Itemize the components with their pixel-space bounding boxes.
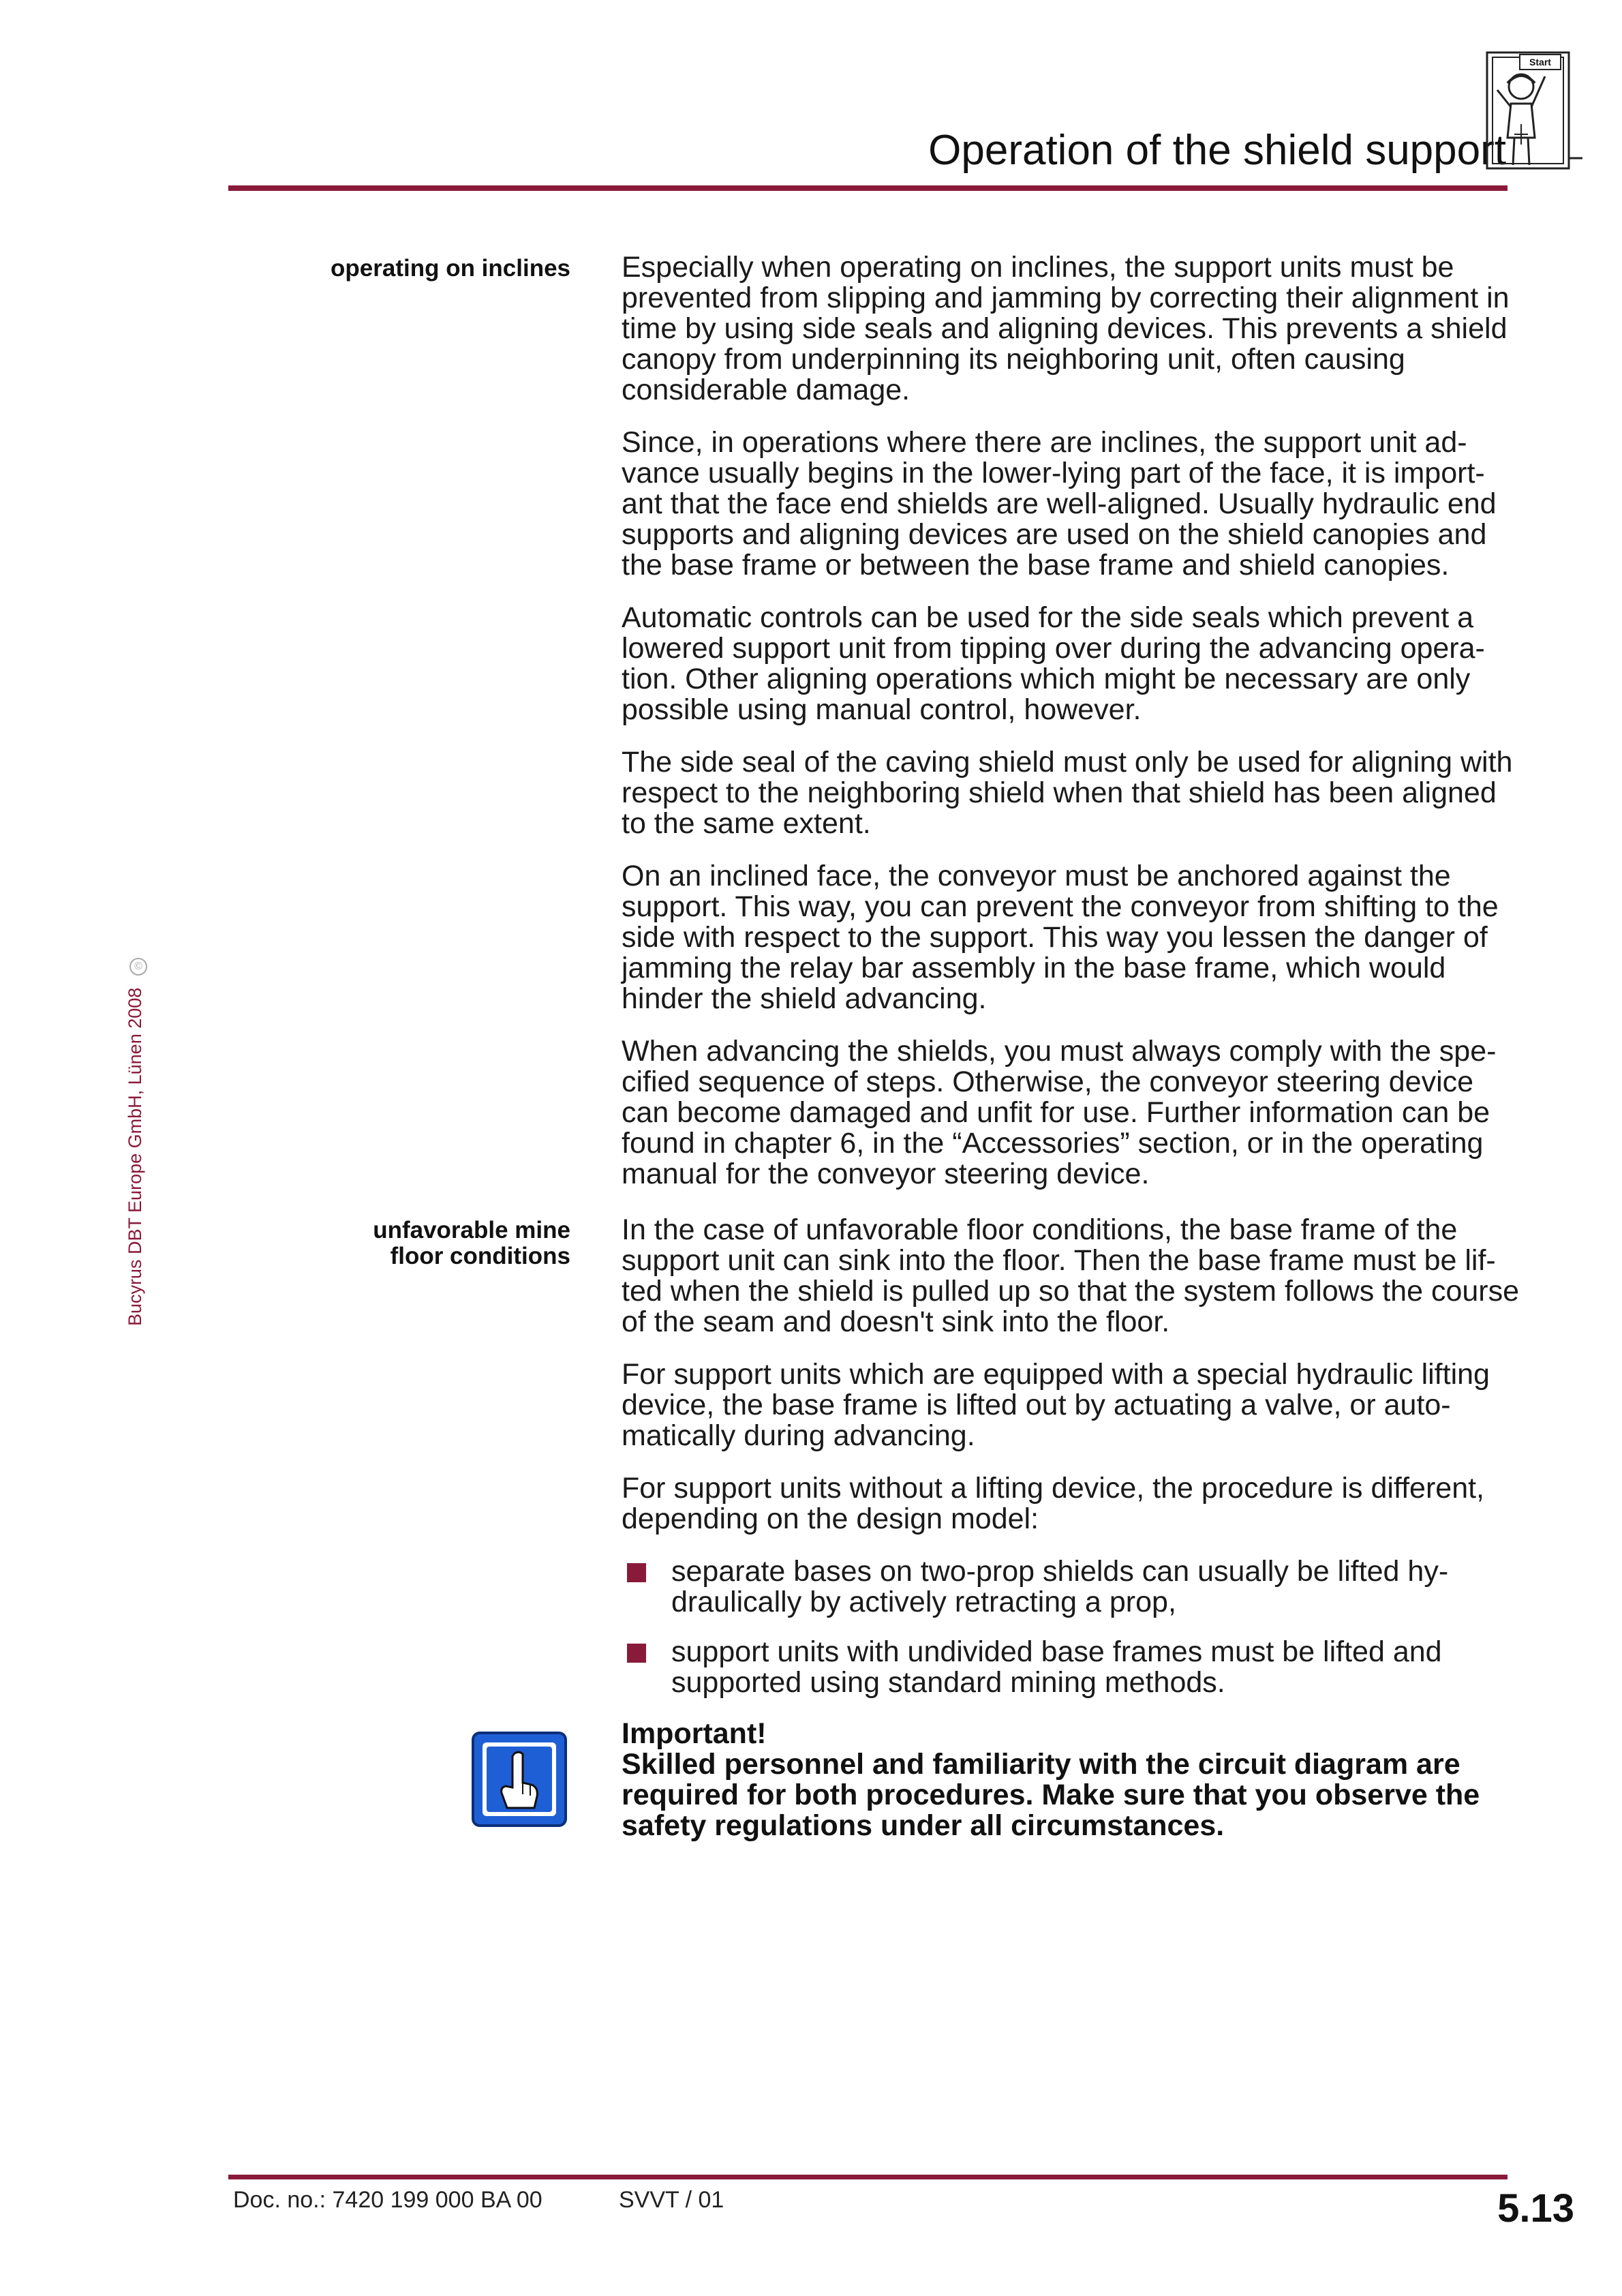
important-heading: Important! <box>622 1717 767 1750</box>
section-label-line: floor conditions <box>390 1243 570 1269</box>
section-body-floor-conditions <box>622 1215 1521 1717</box>
header-rule <box>228 185 1508 191</box>
icon-start-label: Start <box>1529 57 1551 67</box>
important-text: Skilled personnel and familiarity with the circuit diagram are required for both procedures. Make sure that you observe the safety regulations under all circumstances. <box>622 1748 1480 1842</box>
copyright-notice <box>125 958 147 1326</box>
page-title: Operation of the shield support <box>928 127 1506 174</box>
paragraph: For support units which are equipped with a special hydraulic lifting device, the base frame is lifted out by actuating a valve, or auto-matically during advancing. <box>622 1358 1490 1452</box>
copyright-text: Bucyrus DBT Europe GmbH, Lünen 2008 <box>125 987 145 1326</box>
document-number: Doc. no.: 7420 199 000 BA 00 <box>233 2187 542 2213</box>
bullet-square-icon <box>627 1644 646 1663</box>
page-number: 5.13 <box>1497 2186 1574 2231</box>
paragraph: Especially when operating on inclines, the support units must be prevented from slipping and jamming by correcting their alignment in time by using side seals and aligning devices. This prevents a shield canopy from underpinning its neighboring unit, often causing considerable damage. <box>622 251 1510 406</box>
bullet-item <box>622 1637 1521 1698</box>
paragraph: When advancing the shields, you must always comply with the spe-cified sequence of steps. Otherwise, the conveyor steering device can become damaged and unfit for use. Further information can be found in chapter 6, in the “Accessories” section, or in the operating manual for the conveyor steering device. <box>622 1035 1497 1190</box>
paragraph: Automatic controls can be used for the side seals which prevent a lowered support unit from tipping over during the advancing opera-tion. Other aligning operations which might be necessary are only possible using manual control, however. <box>622 601 1485 726</box>
worker-start-icon <box>1480 49 1582 185</box>
footer-rule <box>228 2175 1508 2179</box>
paragraph: On an inclined face, the conveyor must be anchored against the support. This way, you can prevent the conveyor from shifting to the side with respect to the support. This way you lessen the danger of jamming the relay bar assembly in the base frame, which would hinder the shield advancing. <box>622 860 1499 1015</box>
paragraph: Since, in operations where there are inclines, the support unit ad-vance usually begins in the lower-lying part of the face, it is import-ant that the face end shields are well-aligned. Usually hydraulic end supports and aligning devices are used on the shield canopies and the base frame or between the base frame and shield canopies. <box>622 426 1497 581</box>
section-label-inclines: operating on inclines <box>331 255 570 282</box>
bullet-text: separate bases on two-prop shields can usually be lifted hy-draulically by actively retracting a prop, <box>671 1555 1449 1618</box>
pointing-hand-icon <box>472 1732 567 1827</box>
section-label-floor-conditions <box>373 1218 570 1269</box>
document-code: SVVT / 01 <box>619 2187 724 2213</box>
bullet-text: support units with undivided base frames must be lifted and supported using standard mining methods. <box>671 1635 1442 1699</box>
paragraph: In the case of unfavorable floor conditions, the base frame of the support unit can sink into the floor. Then the base frame must be lif-ted when the shield is pulled up so that the system follows the course of the seam and doesn't sink into the floor. <box>622 1213 1520 1338</box>
section-body-inclines <box>622 252 1521 1211</box>
section-label-line: unfavorable mine <box>373 1217 570 1243</box>
bullet-item <box>622 1556 1521 1618</box>
paragraph: The side seal of the caving shield must only be used for aligning with respect to the neighboring shield when that shield has been aligned to the same extent. <box>622 746 1513 840</box>
important-note <box>622 1719 1521 1841</box>
copyright-icon: © <box>129 958 147 976</box>
bullet-list <box>622 1556 1521 1698</box>
paragraph: For support units without a lifting device, the procedure is different, depending on the design model: <box>622 1472 1485 1535</box>
bullet-square-icon <box>627 1563 646 1582</box>
